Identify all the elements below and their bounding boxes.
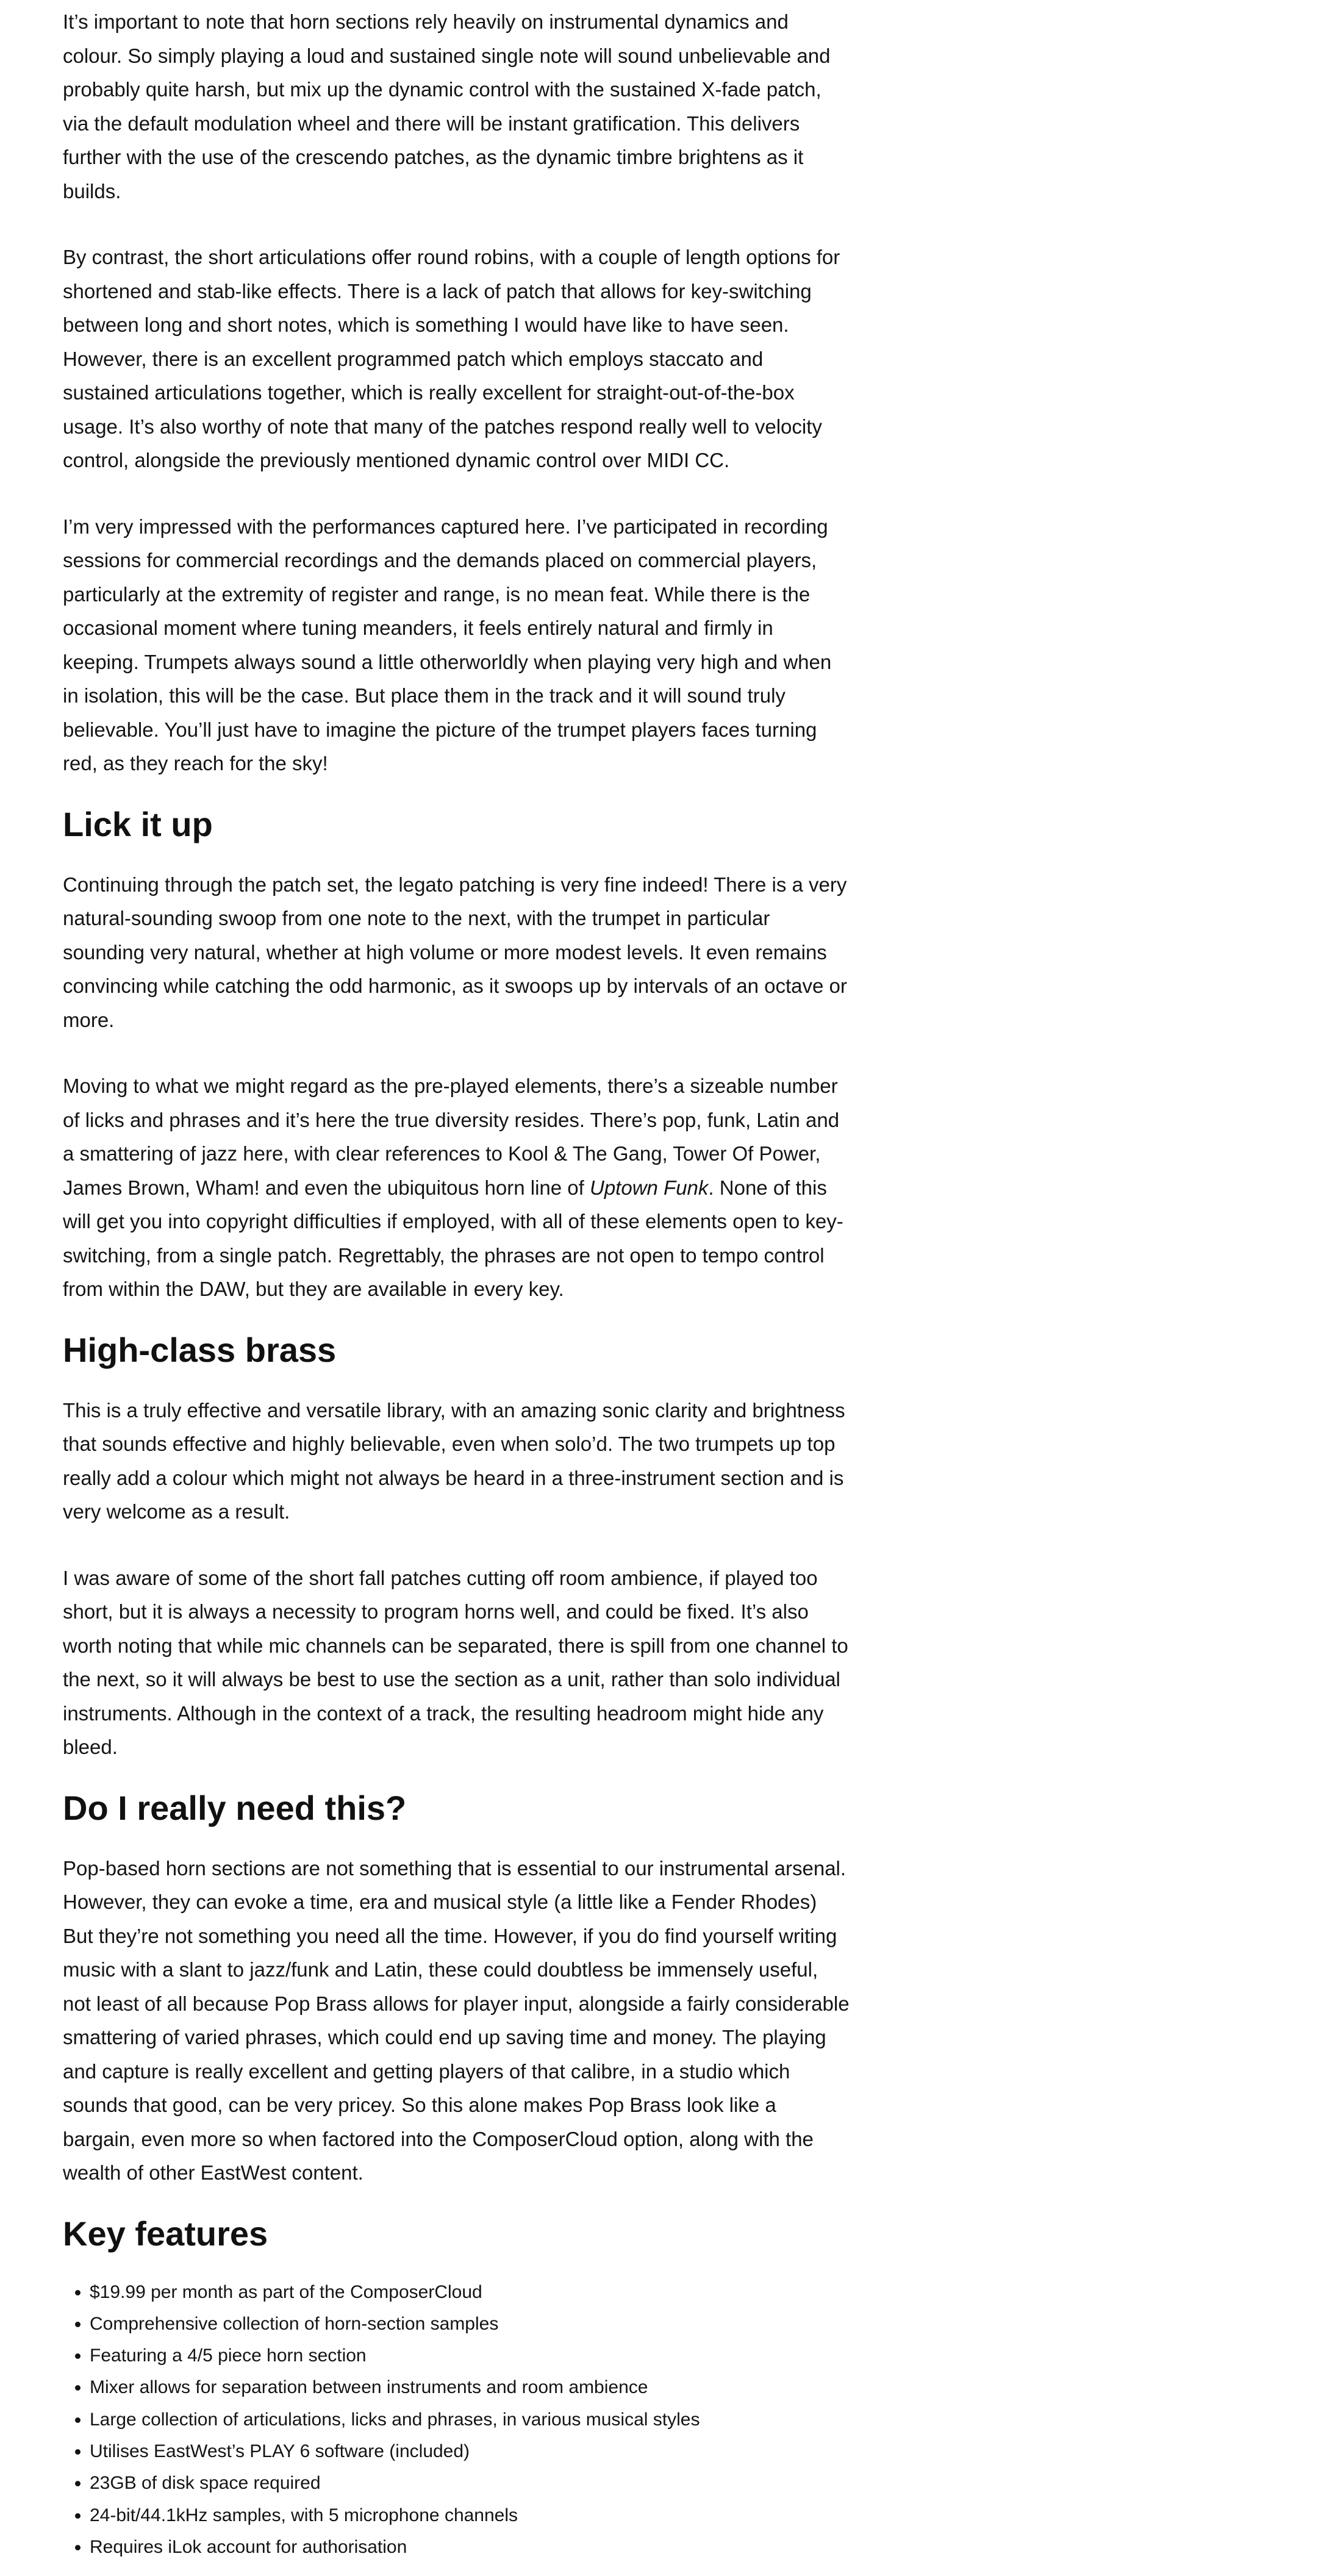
paragraph-versatile-library: This is a truly effective and versatile library, with an amazing sonic clarity and brightness that sounds effective and highly believable, even when solo’d. The two trumpets up top really add a colour which might not always be heard in a three-instrument section and is very welcome as a result. [63, 1398, 845, 1523]
list-item: • Comprehensive collection of horn-section samples [90, 2308, 850, 2340]
paragraph-pre-played-text-1: Moving to what we might regard as the pre-played elements, there’s a sizeable number of licks and phrases and it’s here the true diversity resides. There’s pop, funk, Latin and a smattering of jazz here, with clear references to Kool & The Gang, Tower Of Power, James Brown, Wham! and even the ubiquitous horn line of [63, 1075, 840, 1199]
paragraph-performances: I’m very impressed with the performances captured here. I’ve participated in recording sessions for commercial recordings and the demands placed on commercial players, particularly at the extremity of register and range, is no mean feat. While there is the occasional moment where tuning meanders, it feels entirely natural and firmly in keeping. Trumpets always sound a little otherworldly when playing very high and when in isolation, this will be the case. But place them in the track and it will sound truly believable. You’ll just have to imagine the picture of the trumpet players faces turning red, as they reach for the sky! [63, 515, 832, 775]
paragraph-pre-played-text-2: . None of this will get you into copyright difficulties if employed, with all of these elements open to key-switching, from a single patch. Regrettably, the phrases are not open to tempo control from within the DAW, but they are available in every key. [63, 1176, 843, 1300]
list-item: • Mixer allows for separation between instruments and room ambience [90, 2372, 850, 2403]
list-item: • $19.99 per month as part of the ComposerCloud [90, 2277, 850, 2308]
list-item: • 24-bit/44.1kHz samples, with 5 microphone channels [90, 2500, 850, 2531]
paragraph-pre-played [63, 1069, 850, 1306]
paragraph-short-articulations: By contrast, the short articulations offer round robins, with a couple of length options for shortened and stab-like effects. There is a lack of patch that allows for key-switching between long and short notes, which is something I would have like to have seen. However, there is an excellent programmed patch which employs staccato and sustained articulations together, which is really excellent for straight-out-of-the-box usage. It’s also worthy of note that many of the patches respond really well to velocity control, alongside the previously mentioned dynamic control over MIDI CC. [63, 246, 840, 471]
paragraph-short-fall-patches: I was aware of some of the short fall patches cutting off room ambience, if played too short, but it is always a necessity to program horns well, and could be fixed. It’s also worth noting that while mic channels can be separated, there is spill from one channel to the next, so it will always be best to use the section as a unit, rather than solo individual instruments. Although in the context of a track, the resulting headroom might hide any bleed. [63, 1566, 848, 1758]
key-features-list [63, 2277, 850, 2564]
paragraph-verdict: Pop-based horn sections are not something that is essential to our instrumental arsenal. However, they can evoke a time, era and musical style (a little like a Fender Rhodes) But they’re not something you need all the time. However, if you do find yourself writing music with a slant to jazz/funk and Latin, these could doubtless be immensely useful, not least of all because Pop Brass allows for player input, alongside a fairly considerable smattering of varied phrases, which could end up saving time and money. The playing and capture is really excellent and getting players of that calibre, in a studio which sounds that good, can be very pricey. So this alone makes Pop Brass look like a bargain, even more so when factored into the ComposerCloud option, along with the wealth of other EastWest content. [63, 1856, 850, 2184]
paragraph-dynamics: It’s important to note that horn sections rely heavily on instrumental dynamics and colour. So simply playing a loud and sustained single note will sound unbelievable and probably quite harsh, but mix up the dynamic control with the sustained X-fade patch, via the default modulation wheel and there will be instant gratification. This delivers further with the use of the crescendo patches, as the dynamic timbre brightens as it builds. [63, 10, 831, 202]
article-body [63, 0, 850, 2563]
paragraph-legato: Continuing through the patch set, the legato patching is very fine indeed! There is a very natural-sounding swoop from one note to the next, with the trumpet in particular sounding very natural, whether at high volume or more modest levels. It even remains convincing while catching the odd harmonic, as it swoops up by intervals of an octave or more. [63, 873, 847, 1031]
heading-high-class-brass: High-class brass [63, 1330, 337, 1369]
heading-lick-it-up: Lick it up [63, 804, 213, 843]
song-title-uptown-funk: Uptown Funk [589, 1176, 709, 1199]
list-item: • Requires iLok account for authorisation [90, 2531, 850, 2563]
list-item: • Featuring a 4/5 piece horn section [90, 2340, 850, 2372]
list-item: • 23GB of disk space required [90, 2467, 850, 2499]
heading-key-features: Key features [63, 2214, 268, 2253]
list-item: • Utilises EastWest’s PLAY 6 software (included) [90, 2436, 850, 2467]
list-item: • Large collection of articulations, licks and phrases, in various musical styles [90, 2404, 850, 2436]
heading-do-i-need-this: Do I really need this? [63, 1788, 407, 1827]
